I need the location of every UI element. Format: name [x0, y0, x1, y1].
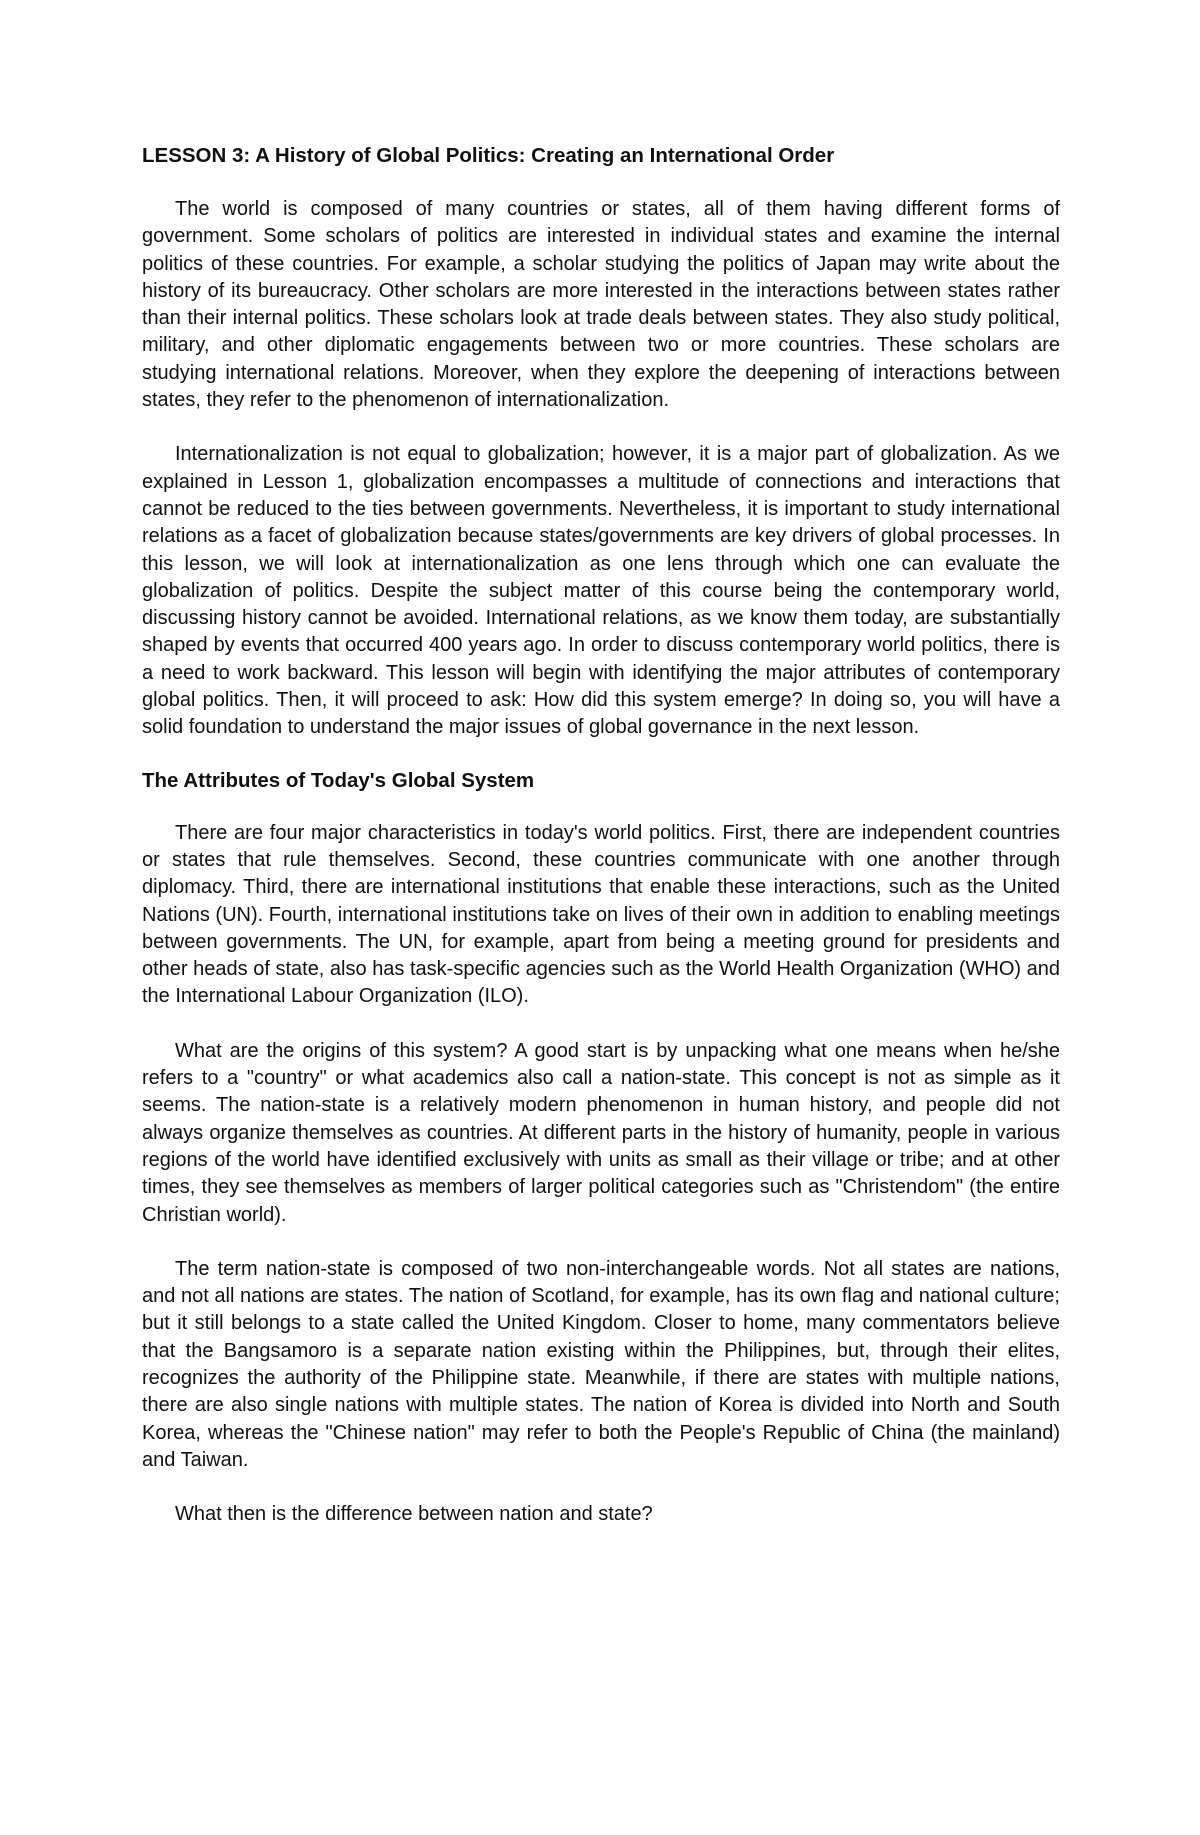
paragraph-origins-of-system: What are the origins of this system? A good start is by unpacking what one means when he/she refers to a "country" or what academics also call a nation-state. This concept is not as simple as it seems. The nation-state is a relatively modern phenomenon in human history, and people did not always organize themselves as countries. At different parts in the history of humanity, people in various regions of the world have identified exclusively with units as small as their village or tribe; and at other times, they see themselves as members of larger political categories such as "Christendom" (the entire Christian world). [142, 1039, 1060, 1226]
paragraph-international-relations: The world is composed of many countries or states, all of them having different forms of government. Some scholars of politics are interested in individual states and examine the internal politics of these countries. For example, a scholar studying the politics of Japan may write about the history of its bureaucracy. Other scholars are more interested in the interactions between states rather than their internal politics. These scholars look at trade deals between states. They also study political, military, and other diplomatic engagements between two or more countries. These scholars are studying international relations. Moreover, when they explore the deepening of interactions between states, they refer to the phenomenon of internationalization. [142, 198, 1060, 412]
paragraph-closing-question: What then is the difference between nation and state? [175, 1503, 653, 1526]
section-heading-global-system: The Attributes of Today's Global System [142, 768, 535, 792]
paragraph-nation-state-term: The term nation-state is composed of two non-interchangeable words. Not all states are nations, and not all nations are states. The nation of Scotland, for example, has its own flag and national culture; but it still belongs to a state called the United Kingdom. Closer to home, many commentators believe that the Bangsamoro is a separate nation existing within the Philippines, but, through their elites, recognizes the authority of the Philippine state. Meanwhile, if there are states with multiple nations, there are also single nations with multiple states. The nation of Korea is divided into North and South Korea, whereas the "Chinese nation" may refer to both the People's Republic of China (the mainland) and Taiwan. [142, 1257, 1060, 1471]
document-page [142, 142, 1060, 1528]
paragraph-four-characteristics: There are four major characteristics in today's world politics. First, there are independent countries or states that rule themselves. Second, these countries communicate with one another through diplomacy. Third, there are international institutions that enable these interactions, such as the United Nations (UN). Fourth, international institutions take on lives of their own in addition to enabling meetings between governments. The UN, for example, apart from being a meeting ground for presidents and other heads of state, also has task-specific agencies such as the World Health Organization (WHO) and the International Labour Organization (ILO). [142, 821, 1060, 1008]
paragraph-internationalization: Internationalization is not equal to globalization; however, it is a major part of globalization. As we explained in Lesson 1, globalization encompasses a multitude of connections and interactions that cannot be reduced to the ties between governments. Nevertheless, it is important to study international relations as a facet of globalization because states/governments are key drivers of global processes. In this lesson, we will look at internationalization as one lens through which one can evaluate the globalization of politics. Despite the subject matter of this course being the contemporary world, discussing history cannot be avoided. International relations, as we know them today, are substantially shaped by events that occurred 400 years ago. In order to discuss contemporary world politics, there is a need to work backward. This lesson will begin with identifying the major attributes of contemporary global politics. Then, it will proceed to ask: How did this system emerge? In doing so, you will have a solid foundation to understand the major issues of global governance in the next lesson. [142, 443, 1060, 739]
lesson-title: LESSON 3: A History of Global Politics: Creating an International Order [142, 144, 835, 167]
